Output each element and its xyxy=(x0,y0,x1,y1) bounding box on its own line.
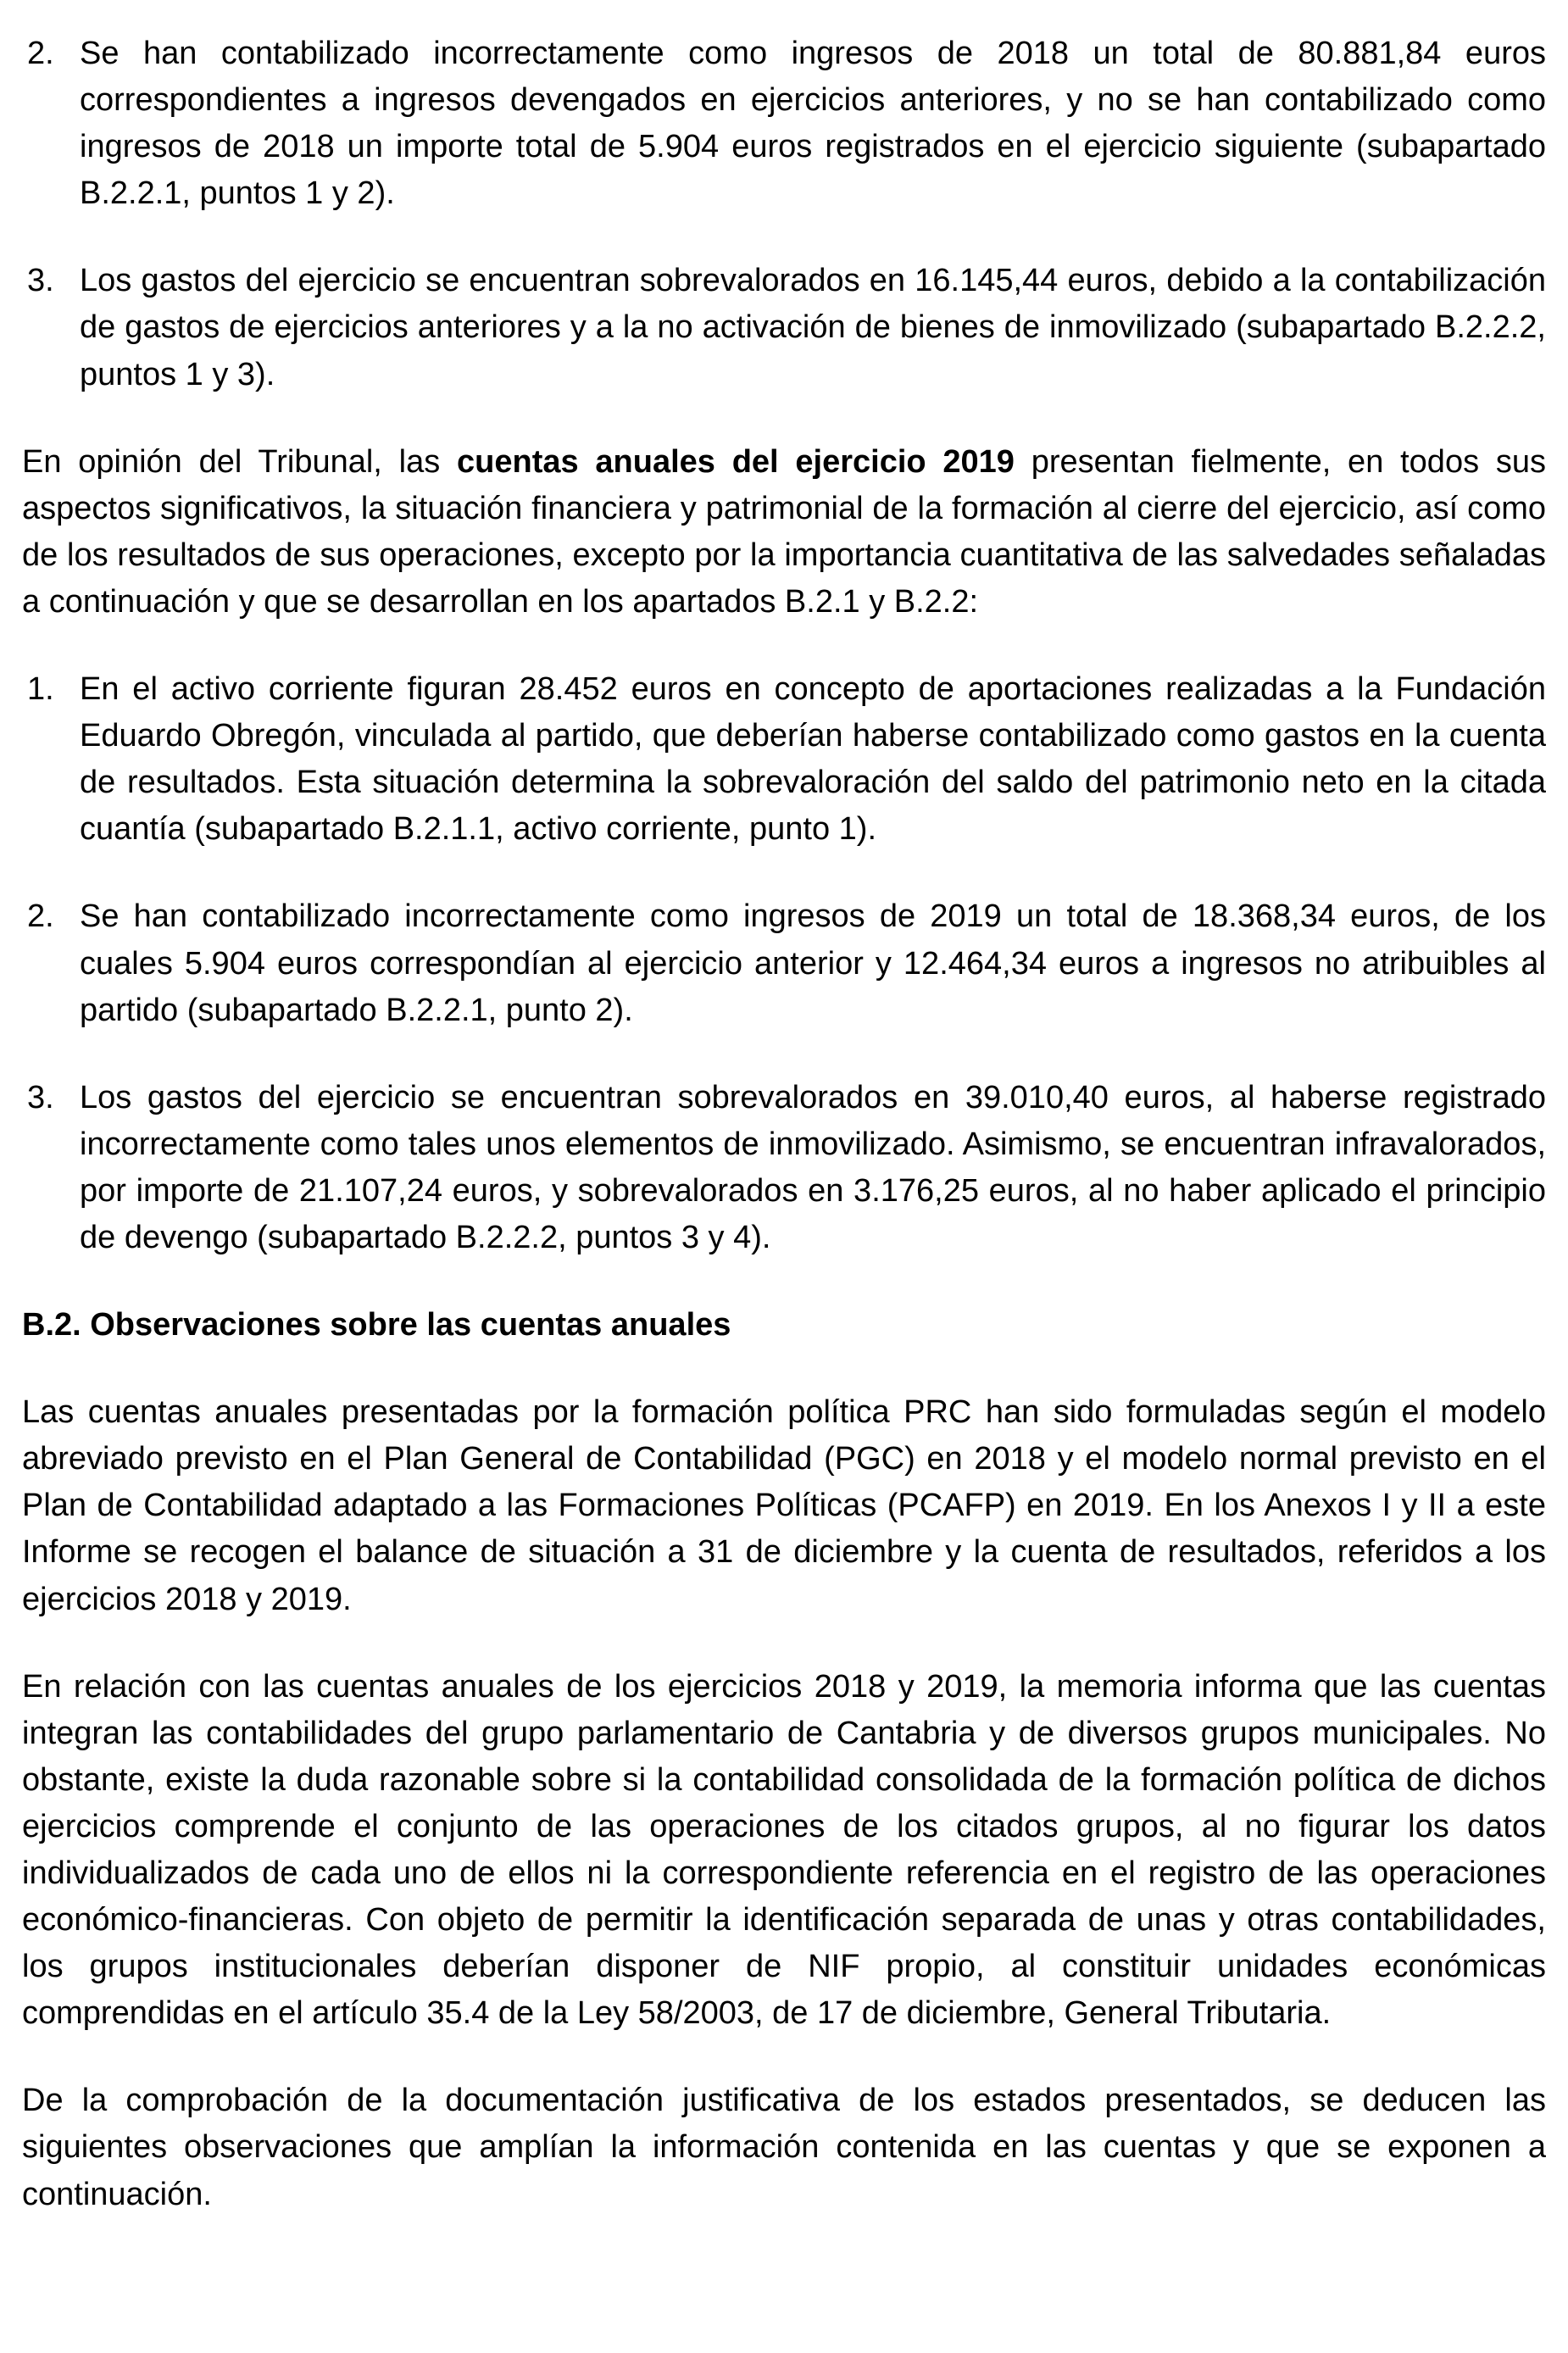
list-item-2019-3 xyxy=(22,1075,1546,1261)
paragraph-accounts-presented: Las cuentas anuales presentadas por la formación política PRC han sido formuladas según el modelo abreviado previsto en el Plan General de Contabilidad (PGC) en 2018 y el modelo normal previsto en el Plan de Contabilidad adaptado a las Formaciones Políticas (PCAFP) en 2019. En los Anexos I y II a este Informe se recogen el balance de situación a 31 de diciembre y la cuenta de resultados, referidos a los ejercicios 2018 y 2019. xyxy=(22,1394,1546,1617)
section-heading-b2: B.2. Observaciones sobre las cuentas anuales xyxy=(22,1307,731,1343)
list-item-number: 2. xyxy=(27,36,54,71)
list-item-number: 2. xyxy=(27,898,54,935)
list-item-text: Se han contabilizado incorrectamente como ingresos de 2018 un total de 80.881,84 euros correspondientes a ingresos devengados en ejercicios anteriores, y no se han contabilizado como ingresos de 2018 un importe total de 5.904 euros registrados en el ejercicio siguiente (subapartado B.2.2.1, puntos 1 y 2). xyxy=(80,36,1546,212)
list-item-text: Los gastos del ejercicio se encuentran sobrevalorados en 16.145,44 euros, debido a la contabilización de gastos de ejercicios anteriores y a la no activación de bienes de inmovilizado (subapartado B.2.2.2, puntos 1 y 3). xyxy=(80,263,1546,392)
opinion-text-post: presentan fielmente, en todos sus aspectos significativos, la situación financiera y patrimonial de la formación al cierre del ejercicio, así como de los resultados de sus operaciones, excepto por la importancia cuantitativa de las salvedades señaladas a continuación y que se desarrollan en los apartados B.2.1 y B.2.2: xyxy=(22,443,1546,620)
paragraph-documentation-check: De la comprobación de la documentación justificativa de los estados presentados, se deducen las siguientes observaciones que amplían la información contenida en las cuentas y que se exponen a continuación. xyxy=(22,2083,1546,2212)
list-item-2018-3 xyxy=(22,258,1546,398)
list-item-text: En el activo corriente figuran 28.452 euros en concepto de aportaciones realizadas a la Fundación Eduardo Obregón, vinculada al partido, que deberían haberse contabilizado como gastos en la cuenta de resultados. Esta situación determina la sobrevaloración del saldo del patrimonio neto en la citada cuantía (subapartado B.2.1.1, activo corriente, punto 1). xyxy=(80,671,1546,848)
list-item-2019-2 xyxy=(22,893,1546,1033)
document-page xyxy=(22,31,1546,2218)
paragraph-memoria-groups: En relación con las cuentas anuales de los ejercicios 2018 y 2019, la memoria informa que las cuentas integran las contabilidades del grupo parlamentario de Cantabria y de diversos grupos municipales. No obstante, existe la duda razonable sobre si la contabilidad consolidada de la formación política de dichos ejercicios comprende el conjunto de las operaciones de los citados grupos, al no figurar los datos individualizados de cada uno de ellos ni la correspondiente referencia en el registro de las operaciones económico-financieras. Con objeto de permitir la identificación separada de unas y otras contabilidades, los grupos institucionales deberían disponer de NIF propio, al constituir unidades económicas comprendidas en el artículo 35.4 de la Ley 58/2003, de 17 de diciembre, General Tributaria. xyxy=(22,1668,1546,2032)
list-item-number: 3. xyxy=(27,263,54,299)
list-item-number: 3. xyxy=(27,1079,54,1115)
list-item-number: 1. xyxy=(27,671,54,708)
list-item-2018-2 xyxy=(22,31,1546,217)
opinion-paragraph xyxy=(22,439,1546,626)
opinion-text-bold: cuentas anuales del ejercicio 2019 xyxy=(457,443,1015,480)
list-item-text: Se han contabilizado incorrectamente como ingresos de 2019 un total de 18.368,34 euros, de los cuales 5.904 euros correspondían al ejercicio anterior y 12.464,34 euros a ingresos no atribuibles al partido (subapartado B.2.2.1, punto 2). xyxy=(80,898,1546,1028)
list-item-2019-1 xyxy=(22,666,1546,853)
opinion-text-pre: En opinión del Tribunal, las xyxy=(22,443,457,480)
list-item-text: Los gastos del ejercicio se encuentran sobrevalorados en 39.010,40 euros, al haberse registrado incorrectamente como tales unos elementos de inmovilizado. Asimismo, se encuentran infravalorados, por importe de 21.107,24 euros, y sobrevalorados en 3.176,25 euros, al no haber aplicado el principio de devengo (subapartado B.2.2.2, puntos 3 y 4). xyxy=(80,1079,1546,1255)
